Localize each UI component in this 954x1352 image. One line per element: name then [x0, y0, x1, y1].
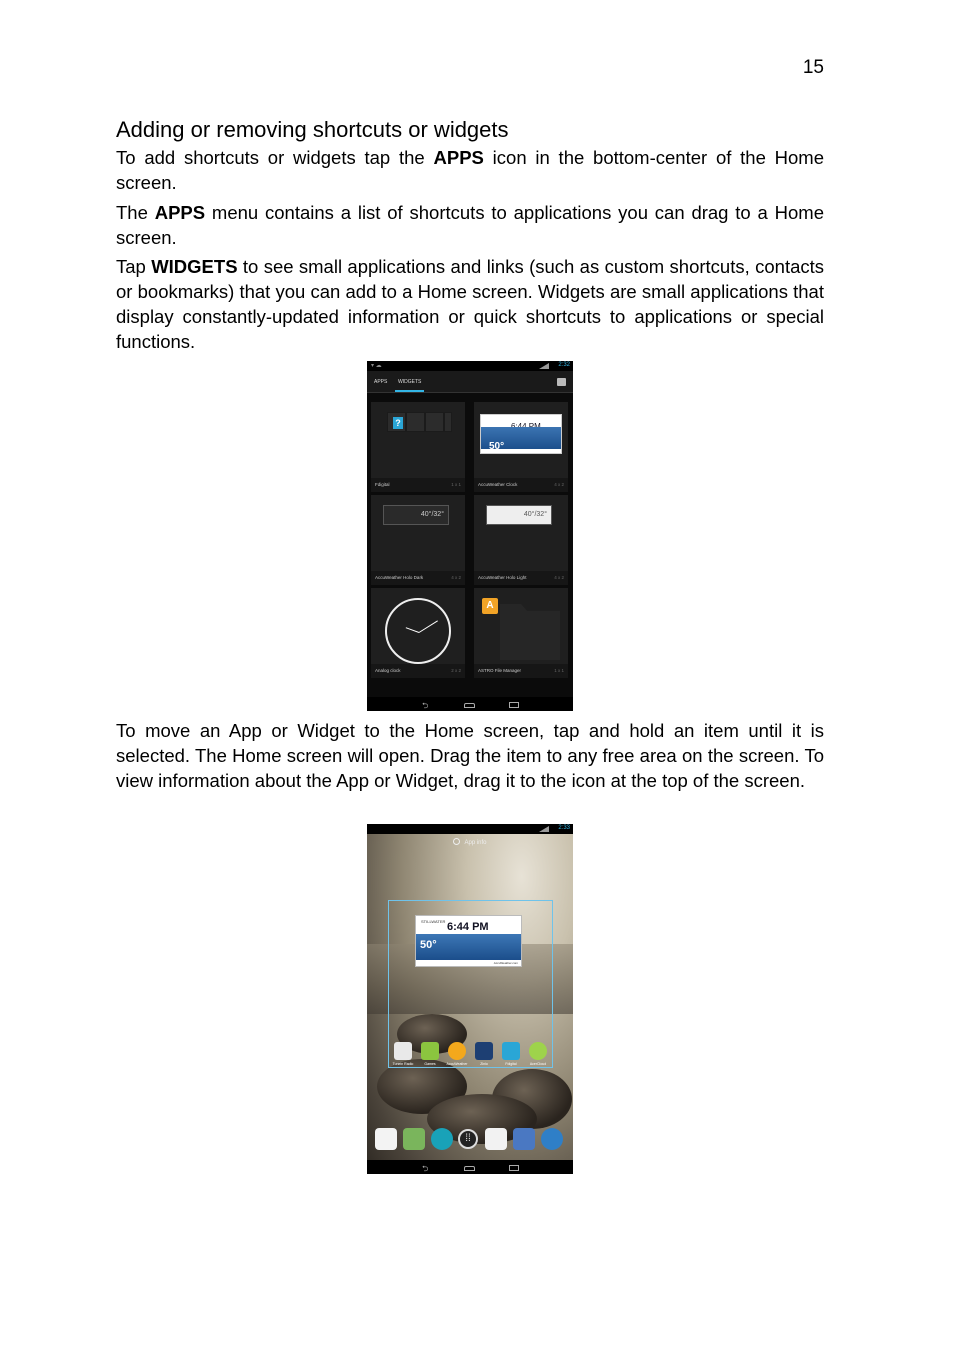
weather-temp: 40°/32° — [523, 511, 547, 518]
widget-preview — [474, 495, 568, 571]
notification-icons: ▾ ☁ — [371, 363, 382, 369]
bold-widgets: WIDGETS — [151, 256, 238, 277]
widget-preview — [371, 588, 465, 664]
widget-name: Fdigital — [375, 482, 390, 487]
page-number: 15 — [802, 57, 824, 78]
app-shortcut-row — [389, 1042, 554, 1068]
widget-preview — [474, 402, 568, 478]
apps-widgets-tabbar — [367, 371, 573, 393]
status-time: 2:32 — [558, 362, 570, 368]
widget-tile-accuweather-clock[interactable] — [474, 402, 568, 492]
tab-widgets[interactable]: WIDGETS — [398, 379, 422, 385]
fdigital-preview — [387, 412, 451, 432]
fdigital-icon[interactable] — [502, 1042, 520, 1060]
recent-apps-icon[interactable] — [509, 1165, 519, 1171]
widget-preview — [371, 402, 465, 478]
app-label: Zinio — [480, 1062, 488, 1066]
weather-footer: AccuWeather.com — [493, 961, 518, 965]
paragraph-widgets — [116, 254, 824, 354]
accuweather-widget[interactable] — [415, 915, 522, 967]
text: The — [116, 202, 155, 223]
home-icon[interactable] — [464, 1166, 475, 1171]
maps-icon[interactable] — [403, 1128, 425, 1150]
fdigital-icon: ? — [393, 417, 403, 429]
tab-underline — [395, 390, 424, 392]
widget-preview — [474, 588, 568, 664]
games-icon[interactable] — [421, 1042, 439, 1060]
widget-preview — [371, 495, 465, 571]
holo-light-preview — [486, 505, 552, 525]
store-icon[interactable] — [557, 378, 566, 386]
widget-size: 4 x 2 — [554, 482, 564, 487]
widget-name: ASTRO File Manager — [478, 668, 522, 673]
status-bar — [367, 824, 573, 834]
bold-apps: APPS — [154, 202, 206, 223]
accuweather-icon[interactable] — [448, 1042, 466, 1060]
weather-temp: 40°/32° — [420, 511, 444, 518]
paragraph-apps — [116, 145, 824, 195]
status-time: 2:33 — [558, 825, 570, 831]
fdigital-cell — [444, 412, 452, 432]
widget-tile-holo-dark[interactable] — [371, 495, 465, 585]
widget-size: 2 x 2 — [451, 668, 461, 673]
fdigital-cell — [406, 412, 425, 432]
app-label: AccuWeather — [446, 1062, 468, 1066]
fdigital-cell — [387, 412, 406, 432]
widget-name: Analog clock — [375, 668, 401, 673]
widget-tile-fdigital[interactable] — [371, 402, 465, 492]
text: To add shortcuts or widgets tap the — [116, 147, 434, 168]
back-icon[interactable]: ⮌ — [422, 1164, 429, 1173]
holo-dark-preview — [383, 505, 449, 525]
folder-watermark-icon — [500, 604, 560, 660]
gmail-icon[interactable] — [485, 1128, 507, 1150]
widgets-screenshot — [367, 361, 573, 711]
app-label: AcerCloud — [529, 1062, 547, 1066]
text: menu contains a list of shortcuts to applications you can drag to a Home screen. — [116, 202, 824, 248]
accuweather-clock-preview — [480, 414, 562, 454]
clock-hour-hand — [406, 627, 419, 633]
signal-icon — [539, 363, 549, 369]
zinio-icon[interactable] — [475, 1042, 493, 1060]
section-heading: Adding or removing shortcuts or widgets — [116, 117, 509, 142]
app-info-label: App info — [464, 840, 487, 846]
acercloud-icon[interactable] — [529, 1042, 547, 1060]
paragraph-move-app: To move an App or Widget to the Home screen, tap and hold an item until it is selected. The Home screen will open. Drag the item to any free area on the screen. To view information about the App or Widget, drag it to the icon at the top of the screen. — [116, 720, 824, 791]
widget-name: AccuWeather Holo Light — [478, 575, 527, 580]
fdigital-cell — [425, 412, 444, 432]
calendar-icon[interactable] — [513, 1128, 535, 1150]
dock — [367, 1128, 573, 1152]
status-bar — [367, 361, 573, 371]
app-label: Tunein Radio — [392, 1062, 414, 1066]
play-store-icon[interactable] — [375, 1128, 397, 1150]
widget-tile-astro[interactable] — [474, 588, 568, 678]
recent-apps-icon[interactable] — [509, 702, 519, 708]
weather-temp: 50° — [489, 441, 505, 452]
home-screen-screenshot — [367, 824, 573, 1174]
widget-size: 1 x 1 — [554, 668, 564, 673]
weather-city: STILLWATER — [421, 919, 446, 924]
home-icon[interactable] — [464, 703, 475, 708]
widget-name: AccuWeather Holo Dark — [375, 575, 424, 580]
app-label: Games — [424, 1062, 436, 1066]
widget-tile-holo-light[interactable] — [474, 495, 568, 585]
widget-size: 1 x 1 — [451, 482, 461, 487]
text: to see small applications and links (such as custom shortcuts, contacts or bookmarks) that you can add to a Home screen. Widgets are small applications that display constantly-updated information or quick shortcuts to applications or special functions. — [116, 256, 825, 352]
text: icon in the bottom-center of the Home screen. — [116, 147, 824, 193]
analog-clock-icon — [385, 598, 451, 664]
weather-time: 6:44 PM — [447, 921, 489, 933]
music-icon[interactable] — [431, 1128, 453, 1150]
astro-folder-icon: A — [482, 598, 498, 614]
navigation-bar — [367, 697, 573, 711]
tab-apps[interactable]: APPS — [374, 379, 388, 385]
text: Tap — [116, 256, 152, 277]
widget-size: 4 x 2 — [554, 575, 564, 580]
browser-icon[interactable] — [541, 1128, 563, 1150]
bold-apps: APPS — [433, 147, 484, 168]
info-icon — [453, 838, 460, 845]
weather-temp: 50° — [420, 939, 437, 951]
widget-tile-analog-clock[interactable] — [371, 588, 465, 678]
widget-size: 4 x 2 — [451, 575, 461, 580]
widget-name: AccuWeather Clock — [478, 482, 518, 487]
app-info-drop-target[interactable] — [367, 838, 573, 846]
navigation-bar — [367, 1160, 573, 1174]
paragraph-apps-menu — [116, 200, 824, 250]
tunein-radio-icon[interactable] — [394, 1042, 412, 1060]
clock-minute-hand — [419, 620, 438, 633]
apps-launcher-icon[interactable]: ⁞⁞ — [458, 1129, 478, 1149]
signal-icon — [539, 826, 549, 832]
app-label: Fdigital — [505, 1062, 517, 1066]
back-icon[interactable]: ⮌ — [422, 701, 429, 710]
